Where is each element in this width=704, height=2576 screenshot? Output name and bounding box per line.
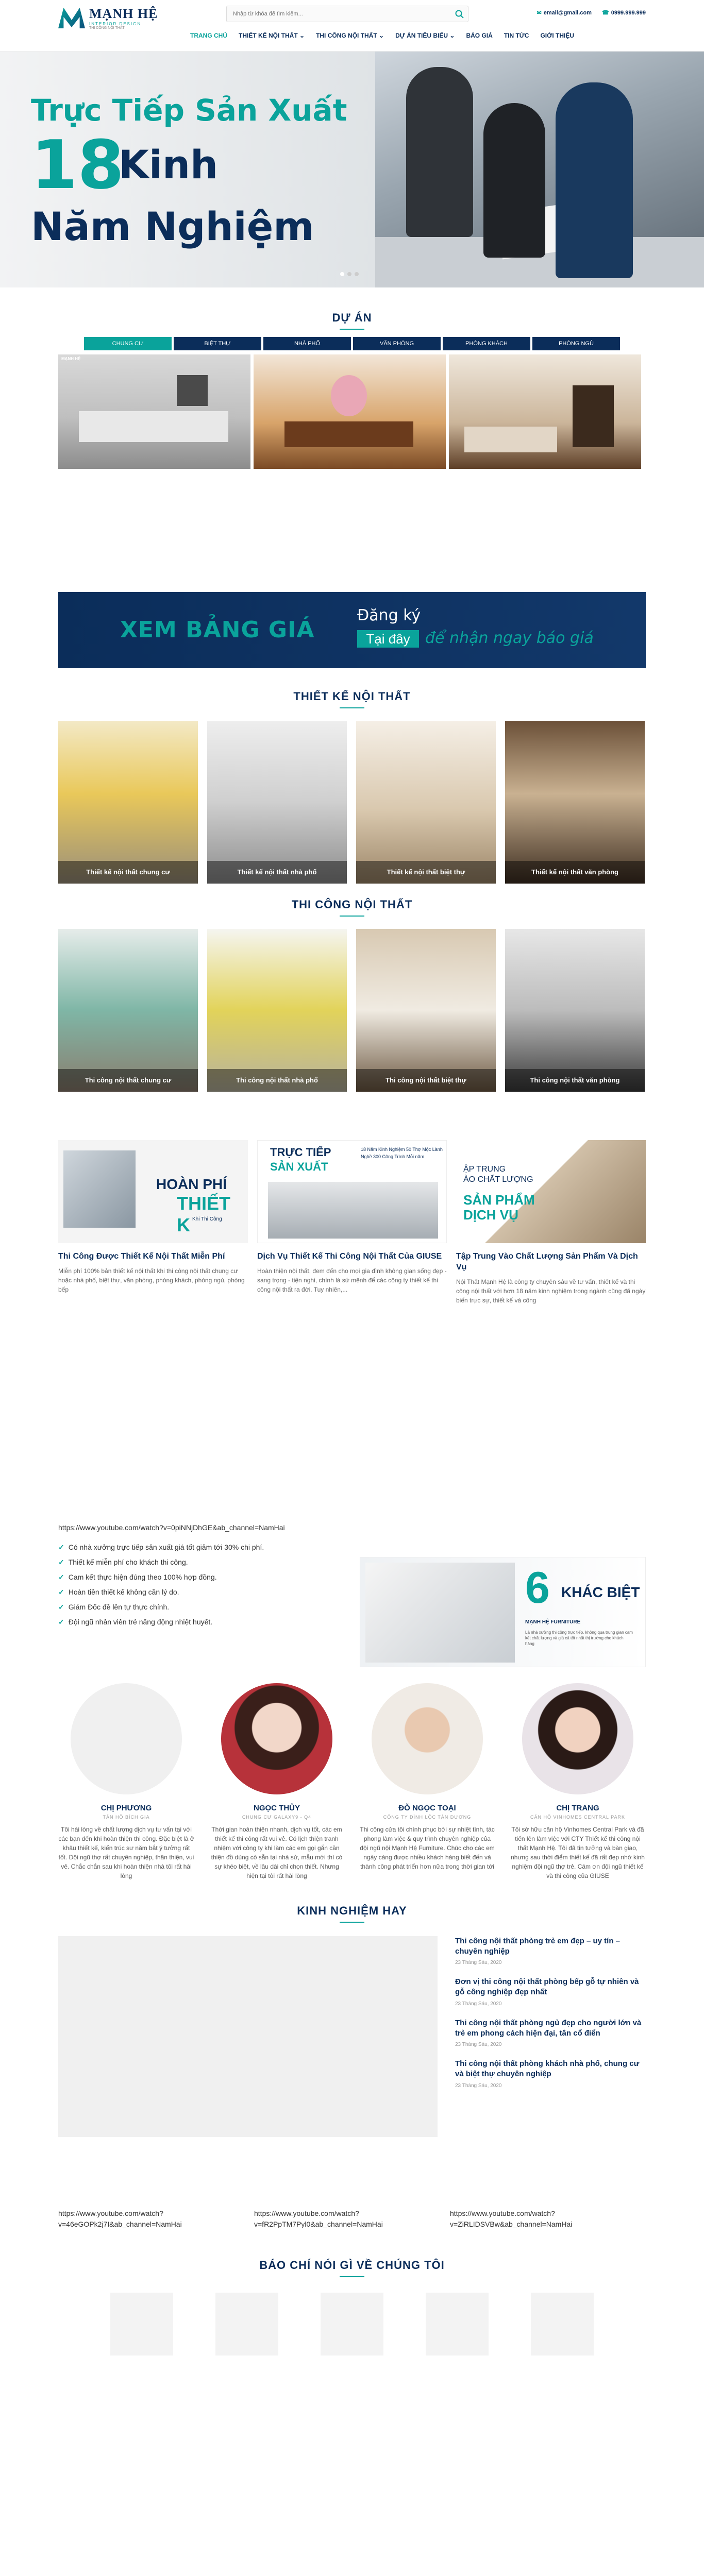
news-image: TRỰC TIẾP SẢN XUẤT 18 Năm Kinh Nghiệm 50 Thợ Mộc Lành Nghề 300 Công Trình Mỗi năm bbox=[257, 1140, 447, 1243]
video-link[interactable]: https://www.youtube.com/watch?v=ZiRLIDSVBw&ab_channel=NamHai bbox=[450, 2209, 573, 2228]
nav-interior-construction[interactable]: THI CÔNG NỘI THẤT ⌄ bbox=[316, 32, 384, 39]
nav-about[interactable]: GIỚI THIỆU bbox=[540, 32, 575, 39]
projects-section bbox=[58, 287, 646, 469]
press-title: BÁO CHÍ NÓI GÌ VỀ CHÚNG TÔI bbox=[259, 2258, 445, 2272]
benefit-item: ✓ Đội ngũ nhân viên trẻ năng động nhiệt huyết. bbox=[58, 1617, 213, 1626]
benefit-item: ✓ Cam kết thực hiện đúng theo 100% hợp đồng. bbox=[58, 1572, 217, 1582]
news-section bbox=[58, 1140, 646, 1305]
why-choose-section bbox=[58, 1523, 646, 1678]
check-icon: ✓ bbox=[58, 1572, 64, 1581]
tab-townhouse[interactable]: NHÀ PHỐ bbox=[263, 337, 351, 350]
hero-banner[interactable] bbox=[0, 52, 704, 287]
check-icon: ✓ bbox=[58, 1587, 64, 1596]
testimonial-role: CĂN HỘ VINHOMES CENTRAL PARK bbox=[530, 1814, 626, 1820]
site-header bbox=[0, 0, 704, 52]
hero-line3: Năm Nghiệm bbox=[31, 204, 314, 249]
design-card[interactable]: Thiết kế nội thất chung cư bbox=[58, 721, 198, 884]
project-thumb[interactable] bbox=[449, 354, 641, 469]
news-excerpt: Miễn phí 100% bản thiết kế nội thất khi thi công nội thất chung cư hoặc nhà phố, biệt thự, văn phòng, phòng khách, phòng ngủ, phòng bếp bbox=[58, 1267, 245, 1293]
video-link[interactable]: https://www.youtube.com/watch?v=fR2PpTM7Pyl0&ab_channel=NamHai bbox=[254, 2209, 383, 2228]
project-tabs bbox=[58, 337, 646, 350]
testimonial-name: CHỊ TRANG bbox=[556, 1803, 599, 1812]
construction-card[interactable]: Thi công nội thất chung cư bbox=[58, 929, 198, 1092]
experience-item[interactable]: Đơn vị thi công nội thất phòng bếp gỗ tự nhiên và gỗ công nghiệp đẹp nhất 23 Tháng Sáu, 2020 bbox=[455, 1977, 639, 2007]
hero-number: 18 bbox=[31, 126, 124, 204]
search-box bbox=[226, 6, 468, 22]
phone-icon: ☎ bbox=[602, 10, 609, 16]
press-logo[interactable] bbox=[531, 2293, 594, 2355]
video-link[interactable]: https://www.youtube.com/watch?v=46eGOPk2j7I&ab_channel=NamHai bbox=[58, 2209, 182, 2228]
testimonial-quote: Tôi hài lòng về chất lượng dịch vụ tư vấn tại với các bạn đến khi hoàn thiện thi công. Đặc biệt là ở khâu thiết kế, kiến trúc sư năm bắt ý tưởng rất tốt. Đội ngũ thợ rất chuyên nghiệp, thân thiện, vui vẻ. Chắc chắn sau khi hoàn thiện nhà tôi rất hài lòng bbox=[58, 1825, 194, 1879]
avatar bbox=[372, 1683, 483, 1794]
experience-section bbox=[58, 1904, 646, 2137]
six-differences-banner bbox=[360, 1557, 646, 1667]
nav-featured-projects[interactable]: DỰ ÁN TIÊU BIỂU ⌄ bbox=[395, 32, 455, 39]
banner-register: Đăng ký bbox=[357, 606, 421, 624]
benefit-item: ✓ Hoàn tiền thiết kế không cần lý do. bbox=[58, 1587, 179, 1597]
news-item[interactable] bbox=[257, 1140, 447, 1305]
experience-list bbox=[455, 1936, 646, 2137]
press-logo[interactable] bbox=[110, 2293, 173, 2355]
check-icon: ✓ bbox=[58, 1557, 64, 1566]
construction-card[interactable]: Thi công nội thất văn phòng bbox=[505, 929, 645, 1092]
experience-item[interactable]: Thi công nội thất phòng ngủ đẹp cho người lớn và trẻ em phong cách hiện đại, tân cổ điển 23 Tháng Sáu, 2020 bbox=[455, 2018, 642, 2048]
tab-bedroom[interactable]: PHÒNG NGỦ bbox=[532, 337, 620, 350]
banner-subtitle: để nhận ngay báo giá bbox=[425, 629, 594, 647]
project-gallery bbox=[58, 354, 646, 469]
construction-card[interactable]: Thi công nội thất biệt thự bbox=[356, 929, 496, 1092]
hero-line1: Trực Tiếp Sản Xuất bbox=[31, 93, 347, 128]
header-contacts bbox=[537, 9, 646, 16]
logo[interactable] bbox=[58, 6, 158, 30]
experience-title: KINH NGHIỆM HAY bbox=[297, 1904, 407, 1917]
testimonial-name: ĐỖ NGỌC TOẠI bbox=[398, 1803, 456, 1812]
tab-villa[interactable]: BIỆT THỰ bbox=[174, 337, 261, 350]
search-icon[interactable] bbox=[455, 9, 465, 20]
design-card[interactable]: Thiết kế nội thất biệt thự bbox=[356, 721, 496, 884]
news-image: ẬP TRUNG ÀO CHẤT LƯỢNG SẢN PHẨM DỊCH VỤ bbox=[456, 1140, 646, 1243]
construction-title: THI CÔNG NỘI THẤT bbox=[291, 898, 413, 911]
testimonial-role: CÔNG TY ĐÌNH LỘC TÂN DƯƠNG bbox=[383, 1814, 472, 1820]
press-logo[interactable] bbox=[321, 2293, 383, 2355]
news-image: HOÀN PHÍ THIẾT K Khi Thi Công bbox=[58, 1140, 248, 1243]
search-input[interactable] bbox=[227, 6, 443, 22]
tab-living-room[interactable]: PHÒNG KHÁCH bbox=[443, 337, 530, 350]
design-card[interactable]: Thiết kế nội thất nhà phố bbox=[207, 721, 347, 884]
design-card[interactable]: Thiết kế nội thất văn phòng bbox=[505, 721, 645, 884]
testimonial-role: TÂN HỒ BÍCH GIA bbox=[103, 1814, 150, 1820]
banner-title: XEM BẢNG GIÁ bbox=[120, 617, 315, 643]
avatar bbox=[71, 1683, 182, 1794]
news-title[interactable]: Dịch Vụ Thiết Kế Thi Công Nội Thất Của GIUSE bbox=[257, 1252, 442, 1261]
design-section bbox=[58, 690, 646, 884]
video-links-section bbox=[58, 2208, 646, 2230]
testimonial-card bbox=[209, 1683, 345, 1880]
benefit-item: ✓ Thiết kế miễn phí cho khách thi công. bbox=[58, 1557, 188, 1567]
press-logo[interactable] bbox=[426, 2293, 489, 2355]
six-number: 6 bbox=[525, 1563, 550, 1613]
six-text: KHÁC BIỆT bbox=[561, 1584, 640, 1600]
press-logo[interactable] bbox=[215, 2293, 278, 2355]
avatar bbox=[221, 1683, 332, 1794]
testimonial-card bbox=[58, 1683, 194, 1880]
experience-item[interactable]: Thi công nội thất phòng khách nhà phố, chung cư và biệt thự chuyên nghiệp 23 Tháng Sáu, 2020 bbox=[455, 2059, 640, 2089]
testimonial-card bbox=[510, 1683, 646, 1880]
logo-tagline: THI CÔNG NỘI THẤT bbox=[89, 26, 125, 30]
hero-line2: Kinh bbox=[119, 142, 219, 188]
logo-title: MẠNH HỆ bbox=[89, 6, 158, 21]
check-icon: ✓ bbox=[58, 1602, 64, 1611]
hero-slider-dots[interactable] bbox=[340, 272, 359, 276]
logo-mark-icon bbox=[58, 8, 85, 28]
project-thumb[interactable] bbox=[254, 354, 446, 469]
six-subtitle: MẠNH HỆ FURNITURE bbox=[525, 1619, 581, 1625]
news-title[interactable]: Thi Công Được Thiết Kế Nội Thất Miễn Phí bbox=[58, 1252, 225, 1261]
nav-pricing[interactable]: BÁO GIÁ bbox=[466, 32, 493, 39]
header-phone[interactable]: ☎ 0999.999.999 bbox=[602, 10, 646, 16]
hero-photo bbox=[375, 52, 704, 287]
tab-office[interactable]: VĂN PHÒNG bbox=[353, 337, 441, 350]
projects-title: DỰ ÁN bbox=[332, 311, 372, 324]
benefit-item: ✓ Giám Đốc đề lên tự thực chính. bbox=[58, 1602, 170, 1612]
header-email[interactable]: ✉ email@gmail.com bbox=[537, 10, 592, 16]
testimonial-card bbox=[359, 1683, 495, 1880]
news-item[interactable] bbox=[456, 1140, 646, 1305]
news-title[interactable]: Tập Trung Vào Chất Lượng Sản Phẩm Và Dịch Vụ bbox=[456, 1252, 638, 1272]
banner-here-button[interactable]: Tại đây bbox=[357, 630, 419, 648]
video-link[interactable]: https://www.youtube.com/watch?v=0piNNjDhGE&ab_channel=NamHai bbox=[58, 1523, 285, 1532]
design-title: THIẾT KẾ NỘI THẤT bbox=[293, 690, 411, 703]
avatar bbox=[522, 1683, 633, 1794]
hero-text-panel bbox=[0, 52, 375, 287]
testimonial-name: NGỌC THỦY bbox=[254, 1803, 300, 1812]
nav-home[interactable]: TRANG CHỦ bbox=[190, 32, 227, 39]
nav-interior-design[interactable]: THIẾT KẾ NỘI THẤT ⌄ bbox=[239, 32, 305, 39]
testimonials-section bbox=[58, 1683, 646, 1880]
construction-section bbox=[58, 898, 646, 1092]
testimonial-quote: Thời gian hoàn thiện nhanh, dịch vụ tốt, các em thiết kế thi công rất vui vẻ. Có lịch thiện tranh nhiệm với công ty khi làm các em gọi gắn cần thiện đồ dùng có sẵn tại nhà sử, mẫu mới thì có sự khéo biệt, về lâu dài chỉ chọn thiết. Nhưng hiện tại tôi rất hài lòng bbox=[211, 1825, 343, 1879]
testimonial-name: CHỊ PHƯƠNG bbox=[100, 1803, 152, 1812]
press-section bbox=[58, 2259, 646, 2355]
check-icon: ✓ bbox=[58, 1617, 64, 1626]
nav-news[interactable]: TIN TỨC bbox=[504, 32, 529, 39]
construction-card[interactable]: Thi công nội thất nhà phố bbox=[207, 929, 347, 1092]
price-banner[interactable] bbox=[58, 592, 646, 668]
main-nav bbox=[190, 32, 574, 39]
testimonial-quote: Thi công cửa tôi chính phục bởi sự nhiệt tình, tác phong làm việc & quy trình chuyên nghiệp của đội ngũ nội Mạnh Hệ Furniture. Chúc cho các em ngày càng được nhiều khách hàng biết đến và thành công phát triển hơn nữa trong thời gian tới bbox=[360, 1825, 495, 1870]
news-item[interactable] bbox=[58, 1140, 248, 1305]
featured-post-image[interactable] bbox=[58, 1936, 438, 2137]
benefit-item: ✓ Có nhà xưởng trực tiếp sản xuất giá tốt giảm tới 30% chi phí. bbox=[58, 1543, 264, 1552]
project-thumb[interactable]: MẠNH HỆ bbox=[58, 354, 250, 469]
tab-apartment[interactable]: CHUNG CƯ bbox=[84, 337, 172, 350]
logo-subtitle: INTERIOR DESIGN bbox=[89, 22, 142, 26]
testimonial-quote: Tôi sở hữu căn hộ Vinhomes Central Park và đã tiến lên làm việc với CTY Thiết kế thi công nội thất Mạnh Hệ. Tôi đã tin tưởng và bàn giao, nhưng sau thời điểm thiết kế đã rất đẹp nhờ kinh nghiệm đội ngũ thợ trẻ. Cám ơn đội ngũ thiết kế và thi công của GIUSE bbox=[511, 1825, 645, 1879]
check-icon: ✓ bbox=[58, 1543, 64, 1551]
news-excerpt: Nội Thất Mạnh Hệ là công ty chuyên sâu về tư vấn, thiết kế và thi công nội thất với hơn 18 năm kinh nghiệm trong ngành cũng đã ngày biến trực sự, thiết kế và công bbox=[456, 1278, 646, 1304]
experience-item[interactable]: Thi công nội thất phòng trẻ em đẹp – uy tín – chuyên nghiệp 23 Tháng Sáu, 2020 bbox=[455, 1936, 621, 1966]
mail-icon: ✉ bbox=[537, 10, 542, 16]
testimonial-role: CHUNG CƯ GALAXY9 - Q4 bbox=[242, 1814, 312, 1820]
news-excerpt: Hoàn thiện nội thất, đem đến cho mọi gia đình không gian sống đẹp - sang trọng - tiện nghi, chính là sứ mệnh để các công ty thiết kế thi công nội thất ra đời. Tuy nhiên,... bbox=[257, 1267, 447, 1293]
six-desc: Là nhà xưởng thi công trực tiếp, không qua trung gian cam kết chất lượng và giá cả tốt nhất thị trường cho khách hàng bbox=[525, 1630, 633, 1646]
